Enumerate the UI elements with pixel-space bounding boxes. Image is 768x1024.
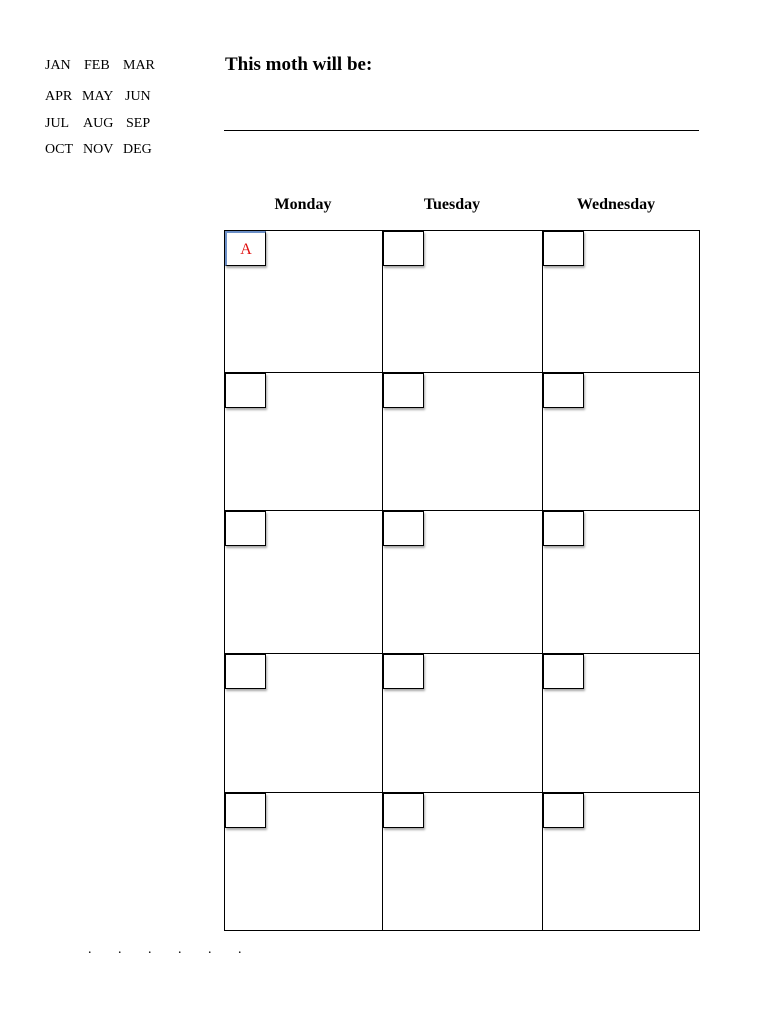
day-header-wednesday: Wednesday	[576, 196, 656, 213]
month-nov: NOV	[83, 142, 114, 157]
footer-dot: .	[88, 942, 92, 957]
date-box[interactable]	[225, 373, 266, 408]
date-box[interactable]	[543, 231, 584, 266]
page-title: This moth will be:	[225, 54, 373, 75]
date-box[interactable]: A	[225, 231, 266, 266]
month-jun: JUN	[125, 89, 151, 104]
date-box[interactable]	[225, 793, 266, 828]
grid-row-divider	[225, 510, 699, 511]
month-feb: FEB	[84, 58, 110, 73]
date-box[interactable]	[543, 654, 584, 689]
date-box[interactable]	[225, 511, 266, 546]
footer-dot: .	[178, 942, 182, 957]
date-box[interactable]	[383, 231, 424, 266]
date-box[interactable]	[543, 373, 584, 408]
calendar-grid	[224, 230, 700, 931]
footer-dot: .	[208, 942, 212, 957]
month-mar: MAR	[123, 58, 155, 73]
footer-dot: .	[148, 942, 152, 957]
month-jan: JAN	[45, 58, 71, 73]
grid-row-divider	[225, 372, 699, 373]
day-header-monday: Monday	[274, 196, 332, 213]
month-aug: AUG	[83, 116, 114, 131]
date-box[interactable]	[225, 654, 266, 689]
footer-dot: .	[118, 942, 122, 957]
date-box[interactable]	[383, 793, 424, 828]
day-header-tuesday: Tuesday	[423, 196, 481, 213]
grid-row-divider	[225, 792, 699, 793]
date-box[interactable]	[383, 373, 424, 408]
month-jul: JUL	[45, 116, 70, 131]
date-box[interactable]	[543, 793, 584, 828]
month-may: MAY	[82, 89, 114, 104]
date-box[interactable]	[383, 654, 424, 689]
answer-line[interactable]	[224, 130, 699, 131]
date-box[interactable]	[383, 511, 424, 546]
footer-dot: .	[238, 942, 242, 957]
month-apr: APR	[45, 89, 73, 104]
date-box[interactable]	[543, 511, 584, 546]
month-oct: OCT	[45, 142, 73, 157]
month-sep: SEP	[126, 116, 151, 131]
month-deg: DEG	[123, 142, 152, 157]
grid-row-divider	[225, 653, 699, 654]
